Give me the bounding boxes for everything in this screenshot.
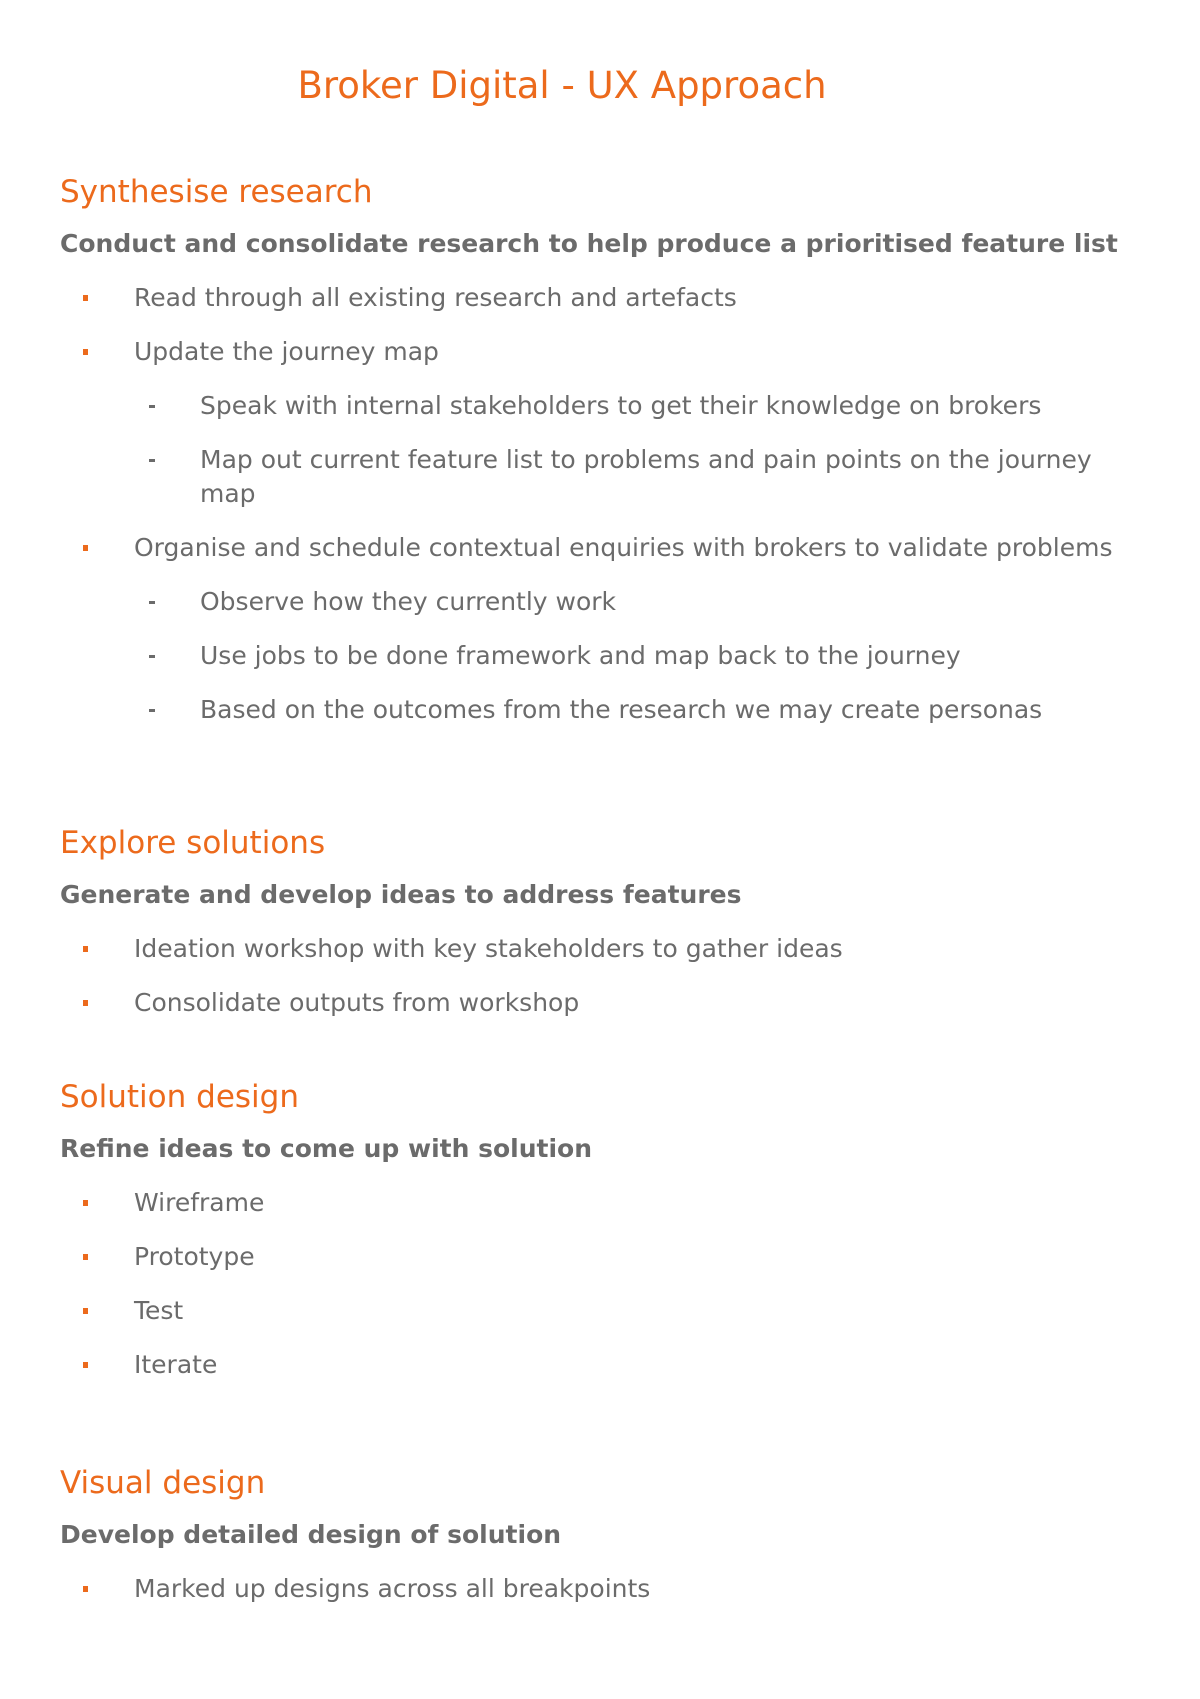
list-item	[60, 1572, 1120, 1606]
sub-list-item	[127, 389, 1120, 423]
list-item-text: Read through all existing research and artefacts	[134, 283, 737, 312]
dash-bullet-icon	[149, 601, 155, 604]
list-item	[60, 281, 1120, 315]
section-heading: Explore solutions	[60, 825, 326, 861]
list-item	[60, 1348, 1120, 1382]
square-bullet-icon	[83, 545, 88, 551]
section-subheading: Conduct and consolidate research to help produce a prioritised feature list	[60, 229, 1118, 258]
bullet-list	[60, 1572, 1120, 1606]
section-subheading: Generate and develop ideas to address features	[60, 880, 742, 909]
list-item	[60, 531, 1120, 727]
sub-list-item-text: Based on the outcomes from the research we may create personas	[200, 695, 1043, 724]
list-item-text: Marked up designs across all breakpoints	[134, 1574, 651, 1603]
sub-list-item	[127, 443, 1120, 511]
sub-list-item-text: Map out current feature list to problems and pain points on the journey map	[200, 445, 1092, 508]
square-bullet-icon	[83, 1308, 88, 1314]
section-subheading: Refine ideas to come up with solution	[60, 1134, 593, 1163]
dash-bullet-icon	[149, 655, 155, 658]
sub-list-item-text: Observe how they currently work	[200, 587, 617, 616]
document-title: Broker Digital - UX Approach	[297, 64, 827, 107]
dash-bullet-icon	[149, 459, 155, 462]
sub-bullet-list	[60, 389, 1120, 511]
list-item	[60, 335, 1120, 511]
section-synthesise-research	[60, 172, 1120, 727]
bullet-list	[60, 281, 1120, 727]
bullet-list	[60, 1186, 1120, 1382]
section-heading: Visual design	[60, 1465, 266, 1501]
square-bullet-icon	[83, 946, 88, 952]
list-item-text: Prototype	[134, 1242, 255, 1271]
list-item	[60, 1186, 1120, 1220]
section-solution-design	[60, 1077, 1120, 1382]
list-item-text: Ideation workshop with key stakeholders to gather ideas	[134, 934, 843, 963]
section-heading: Solution design	[60, 1079, 299, 1115]
square-bullet-icon	[83, 1362, 88, 1368]
list-item-text: Organise and schedule contextual enquiries with brokers to validate problems	[134, 533, 1113, 562]
square-bullet-icon	[83, 1200, 88, 1206]
list-item-text: Update the journey map	[134, 337, 439, 366]
sub-list-item	[127, 639, 1120, 673]
square-bullet-icon	[83, 349, 88, 355]
square-bullet-icon	[83, 295, 88, 301]
sub-list-item	[127, 585, 1120, 619]
list-item-text: Iterate	[134, 1350, 218, 1379]
section-heading: Synthesise research	[60, 174, 373, 210]
square-bullet-icon	[83, 1000, 88, 1006]
sub-list-item-text: Speak with internal stakeholders to get their knowledge on brokers	[200, 391, 1042, 420]
square-bullet-icon	[83, 1586, 88, 1592]
list-item	[60, 932, 1120, 966]
list-item	[60, 1240, 1120, 1274]
list-item	[60, 1294, 1120, 1328]
square-bullet-icon	[83, 1254, 88, 1260]
list-item	[60, 986, 1120, 1020]
dash-bullet-icon	[149, 405, 155, 408]
section-visual-design	[60, 1463, 1120, 1606]
bullet-list	[60, 932, 1120, 1020]
sub-list-item	[127, 693, 1120, 727]
list-item-text: Wireframe	[134, 1188, 265, 1217]
section-explore-solutions	[60, 823, 1120, 1020]
section-subheading: Develop detailed design of solution	[60, 1520, 562, 1549]
sub-bullet-list	[60, 585, 1120, 727]
dash-bullet-icon	[149, 709, 155, 712]
sub-list-item-text: Use jobs to be done framework and map back to the journey	[200, 641, 961, 670]
list-item-text: Test	[134, 1296, 184, 1325]
list-item-text: Consolidate outputs from workshop	[134, 988, 580, 1017]
